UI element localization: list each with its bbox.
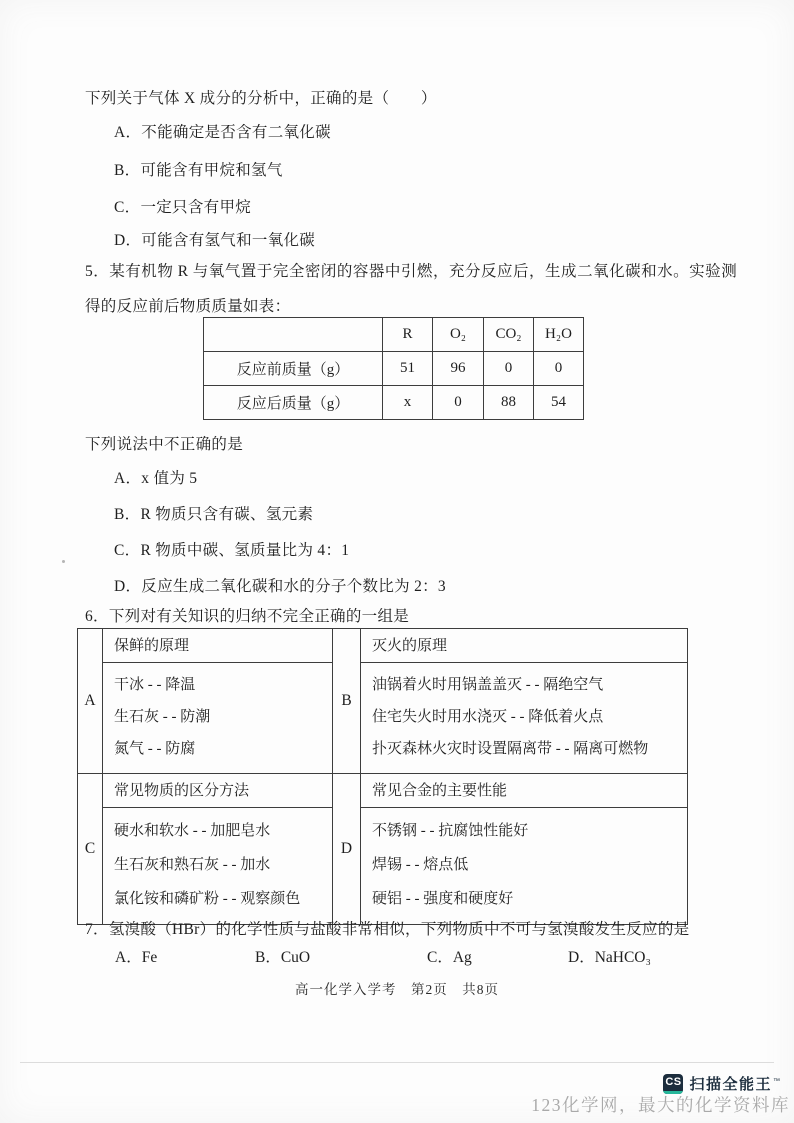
scan-artifact-dot (62, 560, 65, 563)
group-b-letter: B (333, 629, 361, 774)
group-a-items (103, 663, 332, 773)
question4-option-a: A．不能确定是否含有二氧化碳 (114, 124, 331, 141)
question7-option-b: B．CuO (255, 949, 311, 966)
camscanner-name: 扫描全能王 (689, 1076, 772, 1093)
question5-mass-table (203, 317, 584, 420)
question4-stem: 下列关于气体 X 成分的分析中，正确的是（ ） (85, 90, 437, 107)
group-c-header: 常见物质的区分方法 (103, 774, 332, 808)
group-b-item: 油锅着火时用锅盖盖灭 - - 隔绝空气 (372, 677, 604, 693)
question6-knowledge-table (77, 628, 688, 925)
group-d-item: 硬铝 - - 强度和硬度好 (372, 891, 514, 907)
table-cell-o2: O₂ (433, 318, 484, 352)
question6-stem: 6．下列对有关知识的归纳不完全正确的一组是 (85, 608, 410, 625)
group-c-item: 生石灰和熟石灰 - - 加水 (114, 857, 271, 873)
camscanner-logo-icon (663, 1074, 683, 1094)
group-b-item: 住宅失火时用水浇灭 - - 降低着火点 (372, 709, 604, 725)
group-d-items (361, 808, 687, 924)
group-c-letter: C (78, 774, 103, 925)
group-b-items (361, 663, 687, 773)
table-cell: 88 (484, 386, 534, 420)
camscanner-logo-text: CS (665, 1076, 682, 1088)
table-cell: 54 (534, 386, 584, 420)
group-d-content (361, 774, 688, 925)
page-footer: 高一化学入学考 第2页 共8页 (295, 982, 499, 997)
question7-options-row (85, 945, 745, 967)
group-b-header: 灭火的原理 (361, 629, 687, 663)
table-cell: 0 (484, 352, 534, 386)
question7-option-a: A．Fe (115, 949, 158, 966)
question5-option-a: A．x 值为 5 (114, 470, 198, 487)
group-c-content (103, 774, 333, 925)
group-c-item: 氯化铵和磷矿粉 - - 观察颜色 (114, 891, 301, 907)
table-header-row (204, 318, 584, 352)
group-d-item: 焊锡 - - 熔点低 (372, 857, 469, 873)
group-row-ab (78, 629, 688, 774)
table-cell-blank (204, 318, 383, 352)
row-label: 反应后质量（g） (204, 386, 383, 420)
camscanner-brand (663, 1073, 780, 1094)
bottom-divider (20, 1062, 774, 1063)
group-d-letter: D (333, 774, 361, 925)
table-row-after (204, 386, 584, 420)
table-cell-co2: CO₂ (484, 318, 534, 352)
watermark-text: 123化学网，最大的化学资料库 (531, 1095, 790, 1115)
table-row-before (204, 352, 584, 386)
question5-option-c: C．R 物质中碳、氢质量比为 4：1 (114, 542, 350, 559)
trademark-mark: ™ (773, 1077, 780, 1085)
question4-option-b: B．可能含有甲烷和氢气 (114, 162, 283, 179)
table-cell: 96 (433, 352, 484, 386)
table-cell: 0 (534, 352, 584, 386)
question4-option-d: D．可能含有氢气和一氧化碳 (114, 232, 316, 249)
question7-option-c: C．Ag (427, 949, 472, 966)
group-a-content (103, 629, 333, 774)
table-cell: x (383, 386, 433, 420)
group-d-header: 常见合金的主要性能 (361, 774, 687, 808)
group-a-letter: A (78, 629, 103, 774)
group-a-item: 生石灰 - - 防潮 (114, 709, 211, 725)
table-cell-h2o: H₂O (534, 318, 584, 352)
question4-option-c: C．一定只含有甲烷 (114, 199, 252, 216)
table-cell-r: R (383, 318, 433, 352)
group-c-item: 硬水和软水 - - 加肥皂水 (114, 823, 271, 839)
question7-stem: 7．氢溴酸（HBr）的化学性质与盐酸非常相似，下列物质中不可与氢溴酸发生反应的是 (85, 921, 690, 938)
group-c-items (103, 808, 332, 924)
group-a-item: 干冰 - - 降温 (114, 677, 196, 693)
group-b-item: 扑灭森林火灾时设置隔离带 - - 隔离可燃物 (372, 741, 649, 757)
question5-option-d: D．反应生成二氧化碳和水的分子个数比为 2：3 (114, 578, 446, 595)
question5-sub-stem: 下列说法中不正确的是 (85, 436, 244, 453)
group-d-item: 不锈钢 - - 抗腐蚀性能好 (372, 823, 529, 839)
question5-stem: 5．某有机物 R 与氧气置于完全密闭的容器中引燃，充分反应后，生成二氧化碳和水。实验测得的反应前后物质质量如表： (85, 263, 737, 315)
group-row-cd (78, 774, 688, 925)
question5-option-b: B．R 物质只含有碳、氢元素 (114, 506, 314, 523)
table-cell: 0 (433, 386, 484, 420)
table-cell: 51 (383, 352, 433, 386)
group-a-header: 保鲜的原理 (103, 629, 332, 663)
row-label: 反应前质量（g） (204, 352, 383, 386)
group-b-content (361, 629, 688, 774)
question7-option-d: D．NaHCO₃ (568, 949, 651, 966)
group-a-item: 氮气 - - 防腐 (114, 741, 196, 757)
